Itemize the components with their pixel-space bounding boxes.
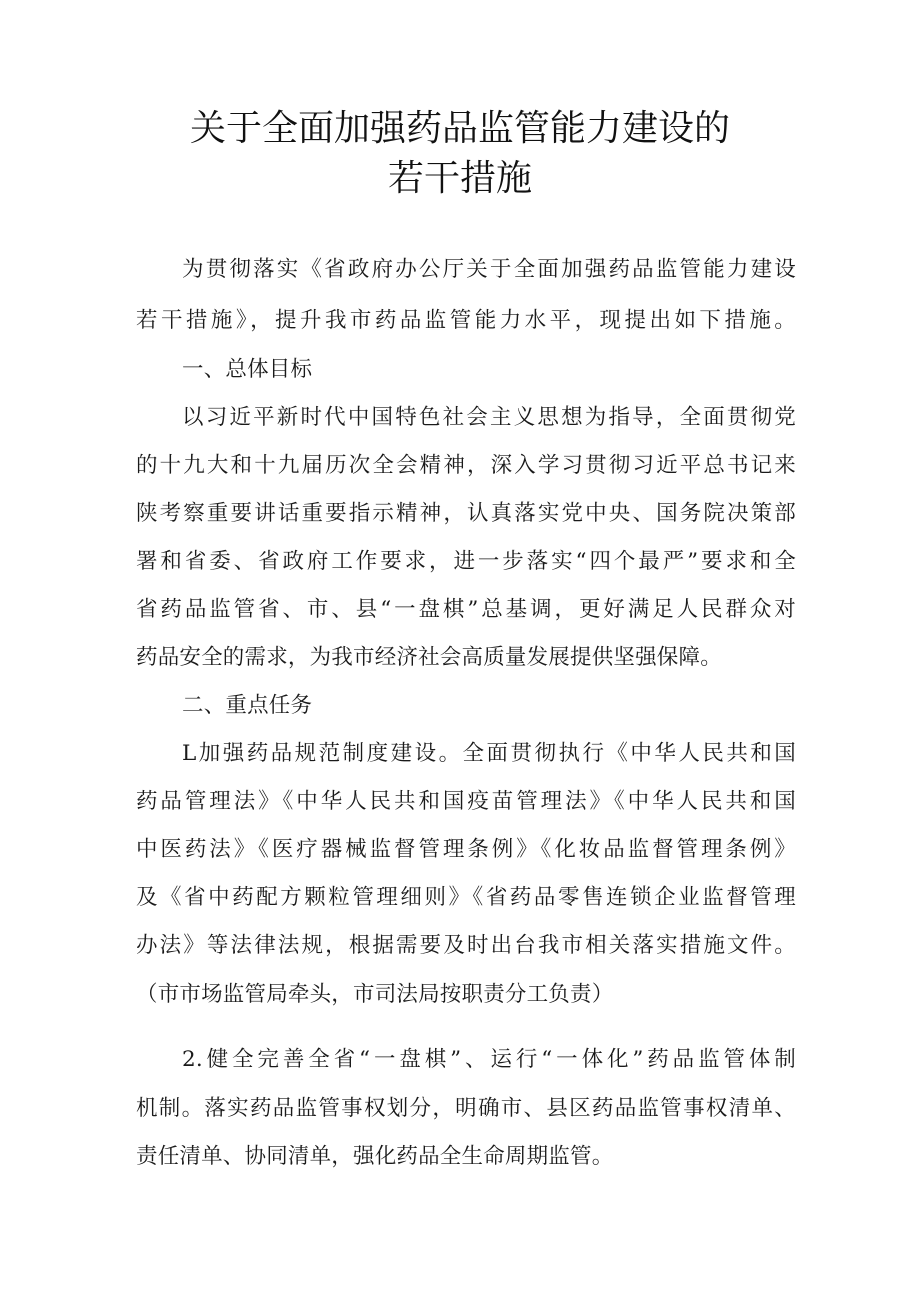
document-title-line-2: 若干措施	[387, 158, 532, 199]
paragraph-line: （市市场监管局牵头，市司法局按职责分工负责）	[136, 982, 614, 1007]
paragraph-line: 中医药法》《医疗器械监督管理条例》《化妆品监督管理条例》	[136, 837, 796, 862]
paragraph-line: 陕考察重要讲话重要指示精神，认真落实党中央、国务院决策部	[136, 501, 796, 526]
paragraph-line: 署和省委、省政府工作要求，进一步落实“四个最严”要求和全	[136, 549, 796, 574]
paragraph-line: 药品安全的需求，为我市经济社会高质量发展提供坚强保障。	[136, 645, 722, 670]
paragraph-line: 的十九大和十九届历次全会精神，深入学习贯彻习近平总书记来	[136, 453, 796, 478]
paragraph-line: 以习近平新时代中国特色社会主义思想为指导，全面贯彻党	[182, 405, 796, 430]
paragraph-line: 机制。落实药品监管事权划分，明确市、县区药品监管事权清单、	[136, 1096, 796, 1121]
paragraph-line: 2.健全完善全省“一盘棋”、运行“一体化”药品监管体制	[182, 1047, 796, 1072]
section-heading: 一、总体目标	[182, 357, 313, 382]
paragraph-line: 及《省中药配方颗粒管理细则》《省药品零售连锁企业监督管理	[136, 885, 796, 910]
section-heading: 二、重点任务	[182, 693, 313, 718]
paragraph-line: 药品管理法》《中华人民共和国疫苗管理法》《中华人民共和国	[136, 789, 796, 814]
paragraph-line: 省药品监管省、市、县“一盘棋”总基调，更好满足人民群众对	[136, 597, 796, 622]
paragraph-line: 若干措施》，提升我市药品监管能力水平，现提出如下措施。	[136, 308, 796, 333]
paragraph-line: 责任清单、协同清单，强化药品全生命周期监管。	[136, 1144, 614, 1169]
document-title-line-1: 关于全面加强药品监管能力建设的	[189, 108, 730, 149]
paragraph-line: 为贯彻落实《省政府办公厅关于全面加强药品监管能力建设	[182, 257, 796, 282]
paragraph-line: L加强药品规范制度建设。全面贯彻执行《中华人民共和国	[182, 741, 796, 766]
paragraph-line: 办法》等法律法规，根据需要及时出台我市相关落实措施文件。	[136, 933, 796, 958]
